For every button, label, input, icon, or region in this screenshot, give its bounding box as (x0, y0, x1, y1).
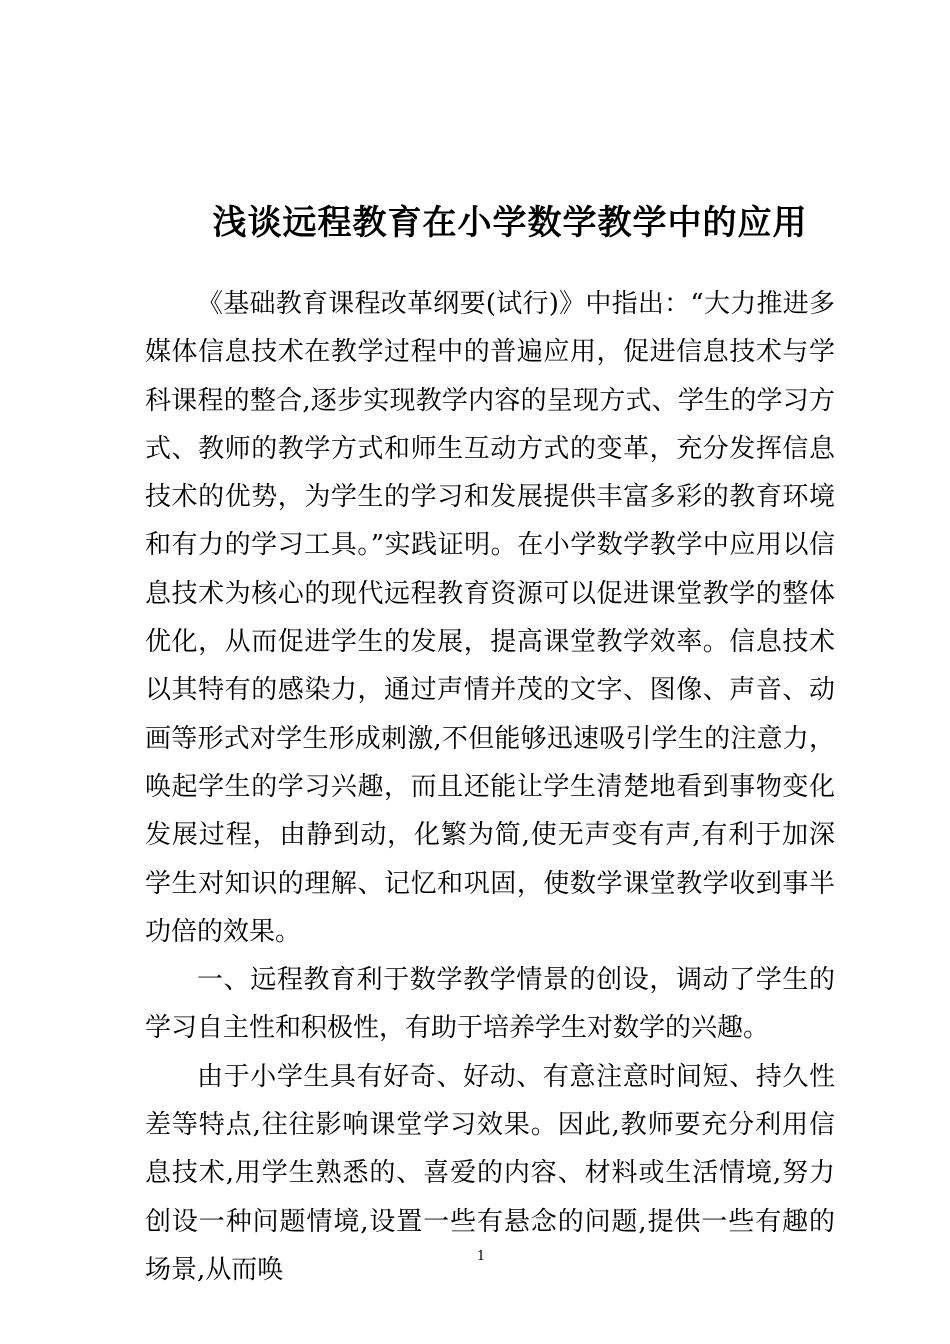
page-number: 1 (476, 1249, 486, 1264)
paragraph-section-heading: 一、远程教育利于数学教学情景的创设，调动了学生的学习自主性和积极性，有助于培养学生对数学的兴趣。 (145, 965, 835, 1044)
paragraph-intro: 《基础教育课程改革纲要(试行)》中指出：“大力推进多媒体信息技术在教学过程中的普遍应用，促进信息技术与学科课程的整合,逐步实现教学内容的呈现方式、学生的学习方式、教师的教学方式和师生互动方式的变革，充分发挥信息技术的优势，为学生的学习和发展提供丰富多彩的教育环境和有力的学习工具。”实践证明。在小学数学教学中应用以信息技术为核心的现代远程教育资源可以促进课堂教学的整体优化，从而促进学生的发展，提高课堂教学效率。信息技术以其特有的感染力，通过声情并茂的文字、图像、声音、动画等形式对学生形成刺激,不但能够迅速吸引学生的注意力，唤起学生的学习兴趣，而且还能让学生清楚地看到事物变化发展过程，由静到动，化繁为简,使无声变有声,有利于加深学生对知识的理解、记忆和巩固，使数学课堂教学收到事半功倍的效果。 (145, 289, 835, 947)
paragraph-section-body: 由于小学生具有好奇、好动、有意注意时间短、持久性差等特点,往往影响课堂学习效果。因此,教师要充分利用信息技术,用学生熟悉的、喜爱的内容、材料或生活情境,努力创设一种问题情境,设置一些有悬念的问题,提供一些有趣的场景,从而唤 (145, 1061, 835, 1285)
document-title: 浅谈远程教育在小学数学教学中的应用 (212, 202, 808, 243)
document-body (145, 280, 835, 1294)
